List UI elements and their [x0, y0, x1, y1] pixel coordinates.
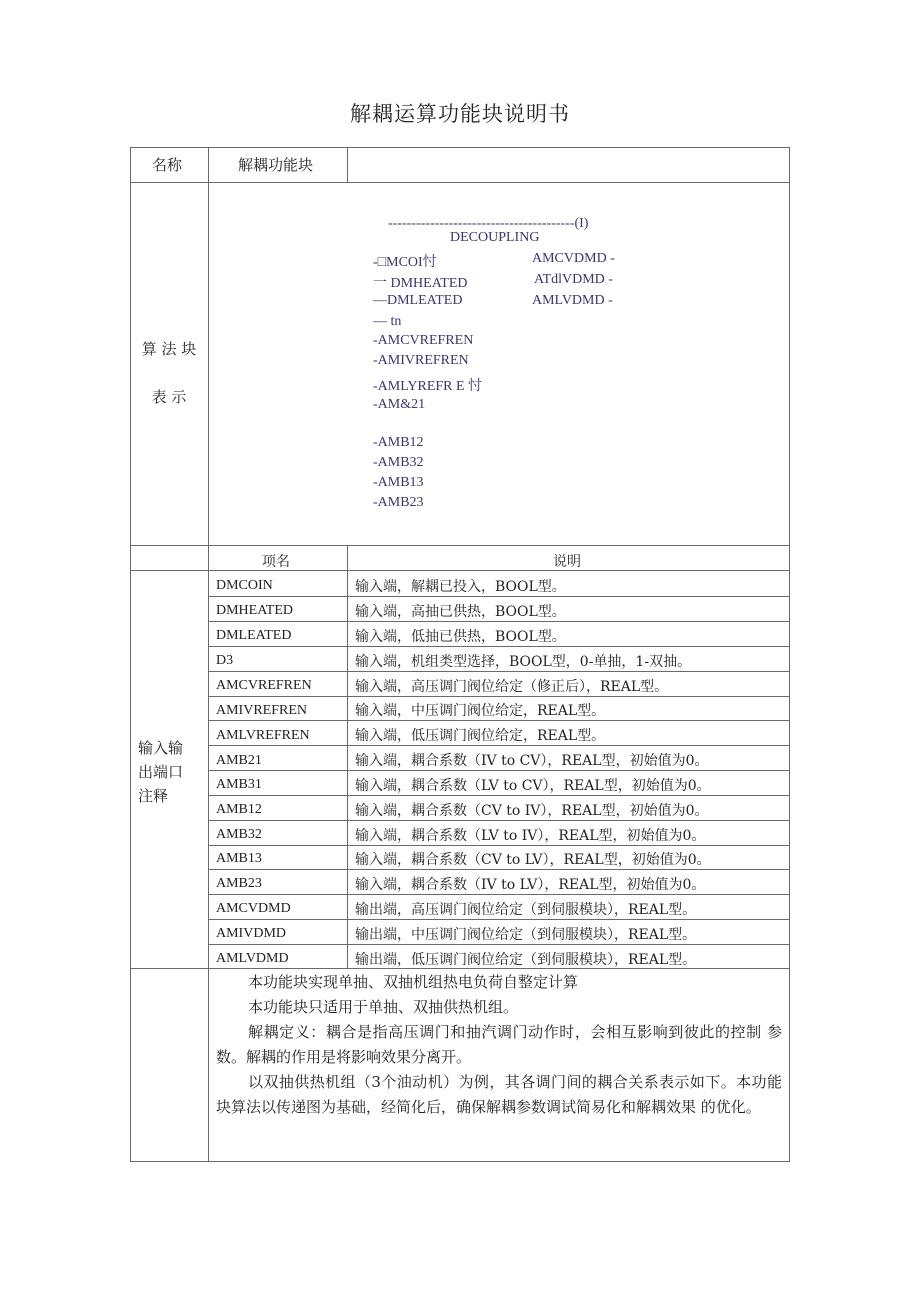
row-divider: [208, 621, 790, 622]
column-divider: [347, 147, 348, 183]
block-left-pin: -AM&21: [373, 397, 426, 412]
row-divider: [208, 845, 790, 846]
description-paragraph: 以双抽供热机组（3个油动机）为例，其各调门间的耦合关系表示如下。本功能块算法以传递图为基础，经简化后，确保解耦参数调试简易化和解耦效果 的优化。: [216, 1073, 782, 1116]
column-divider: [208, 147, 209, 1162]
row-divider: [208, 919, 790, 920]
io-name: AMLVREFREN: [216, 728, 310, 743]
io-desc: 输出端，高压调门阀位给定（到伺服模块），REAL型。: [355, 902, 697, 918]
row-divider: [208, 770, 790, 771]
block-left-pin: -AMB23: [373, 495, 424, 510]
io-name: AMCVDMD: [216, 901, 291, 916]
io-desc: 输入端，机组类型选择，BOOL型，0-单抽，1-双抽。: [355, 654, 692, 670]
io-name: DMLEATED: [216, 628, 292, 643]
io-desc: 输入端，高抽已供热，BOOL型。: [355, 604, 566, 620]
io-desc: 输入端，耦合系数（LV to IV），REAL型，初始值为0。: [355, 828, 706, 844]
block-left-pin: -AMLYREFR E 忖: [373, 379, 483, 394]
io-name: AMB21: [216, 753, 262, 768]
row-divider: [130, 182, 790, 183]
io-name: D3: [216, 653, 234, 668]
block-left-pin: -□MCOI忖: [373, 255, 437, 270]
block-right-pin: ATdlVDMD -: [534, 272, 613, 287]
description-paragraph: 本功能块只适用于单抽、双抽供热机组。: [248, 998, 519, 1016]
io-desc: 输入端，耦合系数（IV to LV），REAL型，初始值为0。: [355, 877, 706, 893]
row-divider: [208, 720, 790, 721]
io-name: AMB13: [216, 851, 262, 866]
block-left-pin: —DMLEATED: [373, 293, 463, 308]
block-left-pin: -AMIVREFREN: [373, 353, 469, 368]
column-header-desc: 说明: [553, 554, 581, 570]
block-right-pin: AMLVDMD -: [532, 293, 613, 308]
block-left-pin: -AMCVREFREN: [373, 333, 474, 348]
io-name: AMB31: [216, 777, 262, 792]
block-top-line: ----------------------------------------(I): [388, 216, 589, 231]
io-desc: 输入端，中压调门阀位给定，REAL型。: [355, 703, 606, 719]
io-desc: 输入端，耦合系数（IV to CV），REAL型，初始值为0。: [355, 753, 709, 769]
row-divider: [208, 869, 790, 870]
name-label: 名称: [152, 156, 183, 174]
block-left-pin: -AMB12: [373, 435, 424, 450]
algorithm-label-line1: 算 法 块: [141, 340, 197, 358]
io-name: DMCOIN: [216, 578, 273, 593]
io-desc: 输入端，耦合系数（LV to CV），REAL型，初始值为0。: [355, 778, 711, 794]
block-left-pin: 一 DMHEATED: [373, 276, 468, 291]
block-left-pin: -AMB13: [373, 475, 424, 490]
io-name: AMLVDMD: [216, 951, 289, 966]
io-section-label: [138, 736, 183, 808]
block-title: DECOUPLING: [450, 230, 540, 245]
row-divider: [208, 894, 790, 895]
row-divider: [208, 671, 790, 672]
io-desc: 输出端，中压调门阀位给定（到伺服模块），REAL型。: [355, 927, 697, 943]
name-value: 解耦功能块: [238, 156, 314, 174]
block-left-pin: — tn: [373, 314, 402, 329]
row-divider: [208, 745, 790, 746]
page-title: 解耦运算功能块说明书: [350, 102, 570, 126]
row-divider: [208, 795, 790, 796]
io-desc: 输入端，解耦已投入，BOOL型。: [355, 579, 566, 595]
block-right-pin: AMCVDMD -: [532, 251, 615, 266]
row-divider: [208, 596, 790, 597]
io-desc: 输入端，耦合系数（CV to LV），REAL型，初始值为0。: [355, 852, 711, 868]
io-name: AMB32: [216, 827, 262, 842]
io-desc: 输出端，低压调门阀位给定（到伺服模块），REAL型。: [355, 952, 697, 968]
io-desc: 输入端，耦合系数（CV to IV），REAL型，初始值为0。: [355, 803, 709, 819]
column-header-item: 项名: [262, 554, 290, 570]
row-divider: [208, 696, 790, 697]
row-divider: [208, 944, 790, 945]
column-divider: [347, 545, 348, 969]
description-paragraph: 解耦定义：耦合是指高压调门和抽汽调门动作时，会相互影响到彼此的控制 参数。解耦的作用是将影响效果分离开。: [216, 1023, 782, 1066]
algorithm-label-line2: 表 示: [151, 388, 187, 406]
io-name: AMB12: [216, 802, 262, 817]
io-name: AMB23: [216, 876, 262, 891]
io-section-label-line: 输入输: [138, 739, 184, 757]
block-left-pin: -AMB32: [373, 455, 424, 470]
description-paragraph: 本功能块实现单抽、双抽机组热电负荷自整定计算: [248, 973, 579, 991]
row-divider: [208, 646, 790, 647]
io-desc: 输入端，低压调门阀位给定，REAL型。: [355, 728, 606, 744]
algorithm-label: [130, 325, 208, 421]
io-section-label-line: 出端口: [138, 763, 184, 781]
io-desc: 输入端，高压调门阀位给定（修正后），REAL型。: [355, 679, 669, 695]
io-name: AMIVDMD: [216, 926, 286, 941]
row-divider: [130, 545, 790, 546]
io-desc: 输入端，低抽已供热，BOOL型。: [355, 629, 566, 645]
io-name: AMIVREFREN: [216, 703, 308, 718]
io-name: DMHEATED: [216, 603, 293, 618]
io-section-label-line: 注释: [138, 787, 169, 805]
io-name: AMCVREFREN: [216, 678, 312, 693]
row-divider: [208, 820, 790, 821]
row-divider: [130, 570, 790, 571]
